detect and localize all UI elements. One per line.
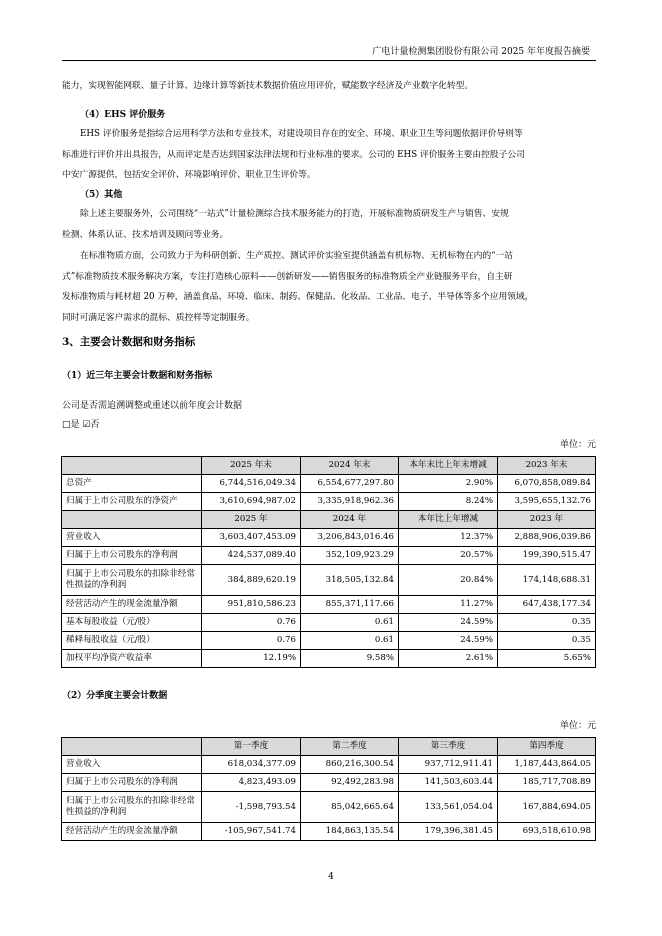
- table-header-cell: 第二季度: [301, 738, 399, 756]
- table-header-cell: 2025 年末: [202, 457, 301, 475]
- table-cell: 179,396,381.45: [399, 823, 498, 841]
- table-row: [62, 596, 596, 614]
- other-p2-line-1: 在标准物质方面，公司致力于为科研创新、生产质控、测试评价实验室提供涵盖有机标物、无机标物在内的“一站: [80, 251, 514, 261]
- row-label: 营业收入: [62, 756, 202, 774]
- row-label: 归属于上市公司股东的扣除非经常性损益的净利润: [62, 792, 202, 823]
- table-cell: 6,070,858,089.84: [498, 475, 596, 493]
- table-header-cell: 本年末比上年末增减: [399, 457, 498, 475]
- table-header-cell: [62, 511, 202, 529]
- restatement-question: 公司是否需追溯调整或重述以前年度会计数据: [62, 401, 243, 411]
- table-cell: 185,717,708.89: [498, 774, 596, 792]
- row-label: 营业收入: [62, 529, 202, 547]
- table-cell: 92,492,283.98: [301, 774, 399, 792]
- table-cell: 2.90%: [399, 475, 498, 493]
- table-row: [62, 475, 596, 493]
- intro-line: 能力，实现智能网联、量子计算、边缘计算等新技术数据价值应用评价，赋能数字经济及产业数字化转型。: [62, 81, 474, 91]
- table-cell: 0.61: [301, 632, 399, 650]
- table-header-cell: 2024 年末: [301, 457, 399, 475]
- table-cell: 855,371,117.66: [301, 596, 399, 614]
- table-row: [62, 774, 596, 792]
- table-row: [62, 565, 596, 596]
- ehs-line-3: 中安广源提供，包括安全评价、环境影响评价、职业卫生评价等。: [62, 170, 316, 180]
- table-cell: 4,823,493.09: [202, 774, 301, 792]
- table-cell: 3,335,918,962.36: [301, 493, 399, 511]
- row-label: 基本每股收益（元/股）: [62, 614, 202, 632]
- table-row: [62, 823, 596, 841]
- table-cell: 167,884,694.05: [498, 792, 596, 823]
- other-p1-line-1: 除上述主要服务外，公司围绕“一站式”计量检测综合技术服务能力的打造，开展标准物质研发生产与销售、安规: [80, 209, 509, 219]
- table-cell: 951,810,586.23: [202, 596, 301, 614]
- table-cell: 174,148,688.31: [498, 565, 596, 596]
- table-cell: 0.76: [202, 632, 301, 650]
- table-cell: 0.35: [498, 614, 596, 632]
- ehs-heading: （4）EHS 评价服务: [80, 110, 166, 120]
- row-label: 归属于上市公司股东的扣除非经常性损益的净利润: [62, 565, 202, 596]
- other-paragraph-2: [62, 246, 596, 328]
- row-label: 经营活动产生的现金流量净额: [62, 596, 202, 614]
- table-row: [62, 756, 596, 774]
- table-header-cell: [62, 457, 202, 475]
- table-cell: -105,967,541.74: [202, 823, 301, 841]
- table-cell: 860,216,300.54: [301, 756, 399, 774]
- page-number: 4: [328, 872, 334, 882]
- table-header-cell: 第一季度: [202, 738, 301, 756]
- table-row: [62, 529, 596, 547]
- table-cell: 3,595,655,132.76: [498, 493, 596, 511]
- table-cell: 693,518,610.98: [498, 823, 596, 841]
- table-header-cell: 2023 年末: [498, 457, 596, 475]
- table-cell: 6,744,516,049.34: [202, 475, 301, 493]
- row-label: 总资产: [62, 475, 202, 493]
- table-cell: 3,610,694,987.02: [202, 493, 301, 511]
- table-row: [62, 632, 596, 650]
- table-cell: 133,561,054.04: [399, 792, 498, 823]
- table-cell: 318,505,132.84: [301, 565, 399, 596]
- table-cell: 141,503,603.44: [399, 774, 498, 792]
- table-cell: 0.35: [498, 632, 596, 650]
- table-header-cell: 第三季度: [399, 738, 498, 756]
- other-p1-line-2: 检测、体系认证、技术培训及顾问等业务。: [62, 229, 229, 240]
- table-header-row: [62, 457, 596, 475]
- intro-paragraph: [62, 76, 596, 97]
- quarterly-unit: 单位：元: [559, 721, 596, 731]
- table-row: [62, 614, 596, 632]
- section3-heading: 3、主要会计数据和财务指标: [62, 336, 196, 348]
- row-label: 加权平均净资产收益率: [62, 650, 202, 668]
- row-label: 稀释每股收益（元/股）: [62, 632, 202, 650]
- ehs-line-2: 标准进行评价并出具报告，从而评定是否达到国家法律法规和行业标准的要求。公司的 EHS 评价服务主要由控股子公司: [62, 149, 525, 160]
- table-cell: 12.37%: [399, 529, 498, 547]
- table-cell: 352,109,923.29: [301, 547, 399, 565]
- other-p2-line-3: 发标准物质与耗材超 20 万种，涵盖食品、环境、临床、制药、保健品、化妆品、工业品、电子、半导体等多个应用领域，: [62, 292, 534, 302]
- table-row: [62, 493, 596, 511]
- table-cell: 3,206,843,016.46: [301, 529, 399, 547]
- table-header-cell: 2024 年: [301, 511, 399, 529]
- restatement-answer: □是 ☑否: [62, 420, 100, 430]
- table-cell: 0.61: [301, 614, 399, 632]
- table-cell: 618,034,377.09: [202, 756, 301, 774]
- row-label: 归属于上市公司股东的净资产: [62, 493, 202, 511]
- other-p2-line-2: 式”标准物质技术服务解决方案，专注打造核心原料——创新研发——销售服务的标准物质全产业链服务平台，自主研: [62, 271, 513, 282]
- ehs-line-1: EHS 评价服务是指综合运用科学方法和专业技术，对建设项目存在的安全、环境、职业卫生等问题依据评价导则等: [80, 129, 523, 139]
- table-cell: 2,888,906,039.86: [498, 529, 596, 547]
- table-cell: 5.65%: [498, 650, 596, 668]
- table-cell: 3,603,407,453.09: [202, 529, 301, 547]
- row-label: 经营活动产生的现金流量净额: [62, 823, 202, 841]
- table-header-row: [62, 738, 596, 756]
- table-cell: 20.84%: [399, 565, 498, 596]
- header-rule: [62, 60, 596, 61]
- table-cell: 937,712,911.41: [399, 756, 498, 774]
- section3-sub1-heading: （1）近三年主要会计数据和财务指标: [62, 371, 213, 381]
- table1-unit: 单位：元: [559, 440, 596, 450]
- table-cell: 647,438,177.34: [498, 596, 596, 614]
- row-label: 归属于上市公司股东的净利润: [62, 547, 202, 565]
- table-header-cell: 2025 年: [202, 511, 301, 529]
- table-cell: 24.59%: [399, 614, 498, 632]
- page-header-title: 广电计量检测集团股份有限公司 2025 年年度报告摘要: [372, 47, 590, 57]
- other-p2-line-4: 同时可满足客户需求的混标、质控样等定制服务。: [62, 312, 255, 323]
- table-cell: -1,598,793.54: [202, 792, 301, 823]
- table-header-cell: 本年比上年增减: [399, 511, 498, 529]
- table-cell: 424,537,089.40: [202, 547, 301, 565]
- quarterly-table: [61, 737, 596, 841]
- table-cell: 8.24%: [399, 493, 498, 511]
- annual-financial-table: [61, 456, 596, 668]
- row-label: 归属于上市公司股东的净利润: [62, 774, 202, 792]
- table-row: [62, 547, 596, 565]
- table-header-row: [62, 511, 596, 529]
- table-cell: 85,042,665.64: [301, 792, 399, 823]
- table-header-cell: [62, 738, 202, 756]
- table-cell: 199,390,515.47: [498, 547, 596, 565]
- table-cell: 12.19%: [202, 650, 301, 668]
- table-cell: 6,554,677,297.80: [301, 475, 399, 493]
- table-cell: 24.59%: [399, 632, 498, 650]
- other-heading: （5）其他: [80, 190, 123, 200]
- other-paragraph-1: [62, 204, 596, 245]
- table-cell: 0.76: [202, 614, 301, 632]
- table-row: [62, 792, 596, 823]
- ehs-paragraph: [62, 124, 596, 186]
- quarterly-heading: （2）分季度主要会计数据: [62, 691, 168, 701]
- table-cell: 184,863,135.54: [301, 823, 399, 841]
- table-cell: 20.57%: [399, 547, 498, 565]
- table-row: [62, 650, 596, 668]
- table-cell: 11.27%: [399, 596, 498, 614]
- table-cell: 384,889,620.19: [202, 565, 301, 596]
- table-header-cell: 2023 年: [498, 511, 596, 529]
- table-cell: 9.58%: [301, 650, 399, 668]
- table-cell: 2.61%: [399, 650, 498, 668]
- table-header-cell: 第四季度: [498, 738, 596, 756]
- table-cell: 1,187,443,864.05: [498, 756, 596, 774]
